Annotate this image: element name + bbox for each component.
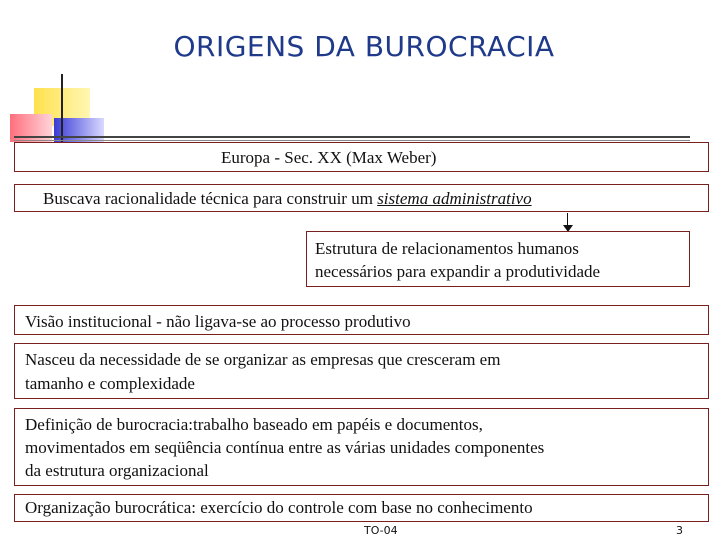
definition-line-3: da estrutura organizacional <box>25 461 209 480</box>
footer-code: TO-04 <box>364 524 398 537</box>
page-number: 3 <box>676 524 683 537</box>
origin-line-2: tamanho e complexidade <box>25 374 195 393</box>
note-box <box>306 231 690 287</box>
definition-line-2: movimentados em seqüência contínua entre as várias unidades componentes <box>25 438 545 457</box>
origin-line-1: Nasceu da necessidade de se organizar as empresas que cresceram em <box>25 350 501 369</box>
divider-line-thin <box>14 140 690 141</box>
subtitle-text: Europa - Sec. XX (Max Weber) <box>221 148 437 167</box>
page-title: ORIGENS DA BUROCRACIA <box>173 30 555 63</box>
origin-box <box>14 343 709 399</box>
note-line-2: necessários para expandir a produtividade <box>315 262 601 281</box>
institutional-view-text: Visão institucional - não ligava-se ao processo produtivo <box>25 312 411 331</box>
organization-text: Organização burocrática: exercício do controle com base no conhecimento <box>25 498 533 517</box>
institutional-view-box <box>14 305 709 335</box>
administrative-system-link: sistema administrativo <box>377 189 532 208</box>
definition-box <box>14 408 709 486</box>
definition-line-1: Definição de burocracia:trabalho baseado em papéis e documentos, <box>25 415 483 434</box>
purpose-box <box>14 184 709 212</box>
divider-line <box>14 136 690 138</box>
subtitle-box <box>14 142 709 172</box>
note-line-1: Estrutura de relacionamentos humanos <box>315 239 579 258</box>
organization-box <box>14 494 709 522</box>
purpose-text: Buscava racionalidade técnica para construir um <box>43 189 378 208</box>
